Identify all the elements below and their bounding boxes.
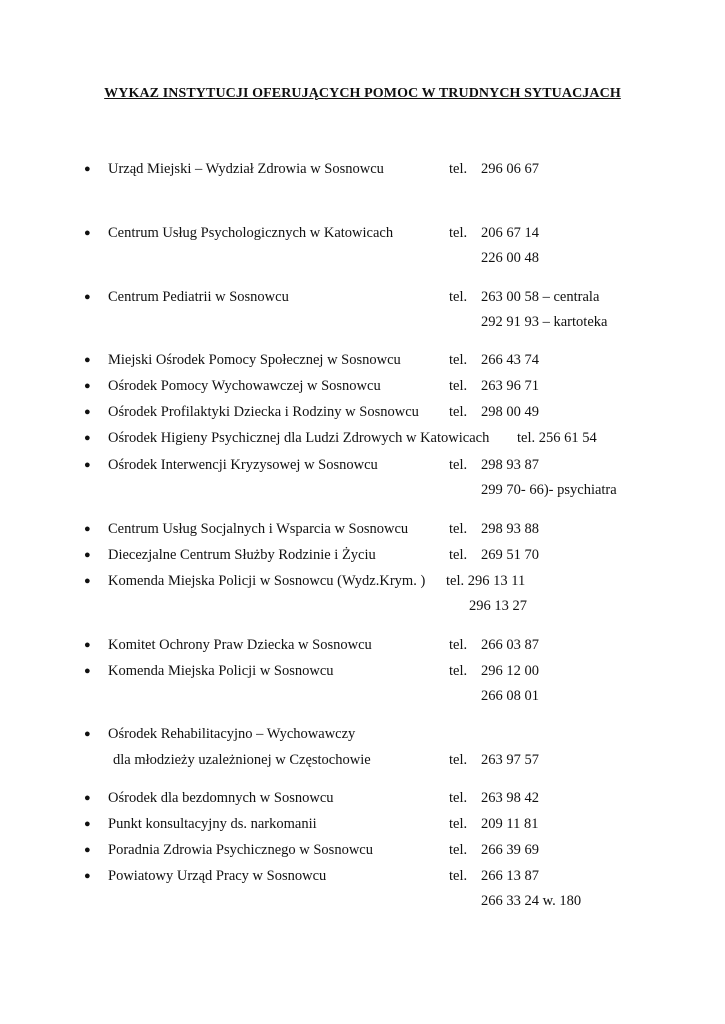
tel-label: tel.	[449, 547, 468, 563]
phone-continuation	[0, 891, 725, 911]
phone-number: 263 96 71	[481, 378, 539, 394]
phone-number: tel. 296 13 11	[446, 573, 526, 589]
bullet-icon: ●	[84, 870, 91, 882]
phone-number: 292 91 93 – kartoteka	[481, 314, 608, 330]
phone-number: 209 11 81	[481, 816, 539, 832]
phone-number: 266 03 87	[481, 637, 539, 653]
tel-label: tel.	[449, 868, 468, 884]
list-item	[0, 428, 725, 448]
phone-number: 296 13 27	[469, 598, 527, 614]
list-item	[0, 455, 725, 475]
list-item	[0, 287, 725, 307]
bullet-icon: ●	[84, 459, 91, 471]
phone-number: 266 08 01	[481, 688, 539, 704]
phone-continuation	[0, 248, 725, 268]
phone-number: tel. 256 61 54	[517, 430, 597, 446]
list-item	[0, 661, 725, 681]
list-item	[0, 571, 725, 591]
phone-continuation	[0, 312, 725, 332]
tel-label: tel.	[449, 161, 468, 177]
institution-name: Centrum Usług Socjalnych i Wsparcia w Sosnowcu	[108, 521, 409, 537]
tel-label: tel.	[449, 790, 468, 806]
list-item	[0, 545, 725, 565]
institution-name: Komenda Miejska Policji w Sosnowcu (Wydz.Krym. )	[108, 573, 426, 589]
phone-number: 266 33 24 w. 180	[481, 893, 582, 909]
phone-number: 269 51 70	[481, 547, 539, 563]
bullet-icon: ●	[84, 291, 91, 303]
list-item	[0, 724, 725, 744]
tel-label: tel.	[449, 289, 468, 305]
institution-name: Centrum Usług Psychologicznych w Katowicach	[108, 225, 394, 241]
institution-name: Komitet Ochrony Praw Dziecka w Sosnowcu	[108, 637, 372, 653]
phone-number: 296 06 67	[481, 161, 539, 177]
phone-number: 296 12 00	[481, 663, 539, 679]
bullet-icon: ●	[84, 227, 91, 239]
list-item-continuation	[0, 750, 725, 770]
institution-name: Ośrodek Interwencji Kryzysowej w Sosnowcu	[108, 457, 378, 473]
phone-continuation	[0, 686, 725, 706]
bullet-icon: ●	[84, 549, 91, 561]
list-item	[0, 402, 725, 422]
phone-number: 226 00 48	[481, 250, 539, 266]
phone-number: 266 39 69	[481, 842, 539, 858]
institution-name: Miejski Ośrodek Pomocy Społecznej w Sosnowcu	[108, 352, 401, 368]
institution-name: Ośrodek dla bezdomnych w Sosnowcu	[108, 790, 334, 806]
bullet-icon: ●	[84, 432, 91, 444]
list-item	[0, 866, 725, 886]
institution-name: Komenda Miejska Policji w Sosnowcu	[108, 663, 334, 679]
institution-name: Ośrodek Higieny Psychicznej dla Ludzi Zdrowych w Katowicach	[108, 430, 490, 446]
list-item	[0, 159, 725, 179]
tel-label: tel.	[449, 521, 468, 537]
list-item	[0, 635, 725, 655]
list-item	[0, 350, 725, 370]
document-title: WYKAZ INSTYTUCJI OFERUJĄCYCH POMOC W TRUDNYCH SYTUACJACH	[104, 86, 621, 101]
institution-name-line2: dla młodzieży uzależnionej w Częstochowie	[113, 752, 371, 768]
bullet-icon: ●	[84, 523, 91, 535]
bullet-icon: ●	[84, 665, 91, 677]
tel-label: tel.	[449, 752, 468, 768]
list-item	[0, 788, 725, 808]
tel-label: tel.	[449, 816, 468, 832]
list-item	[0, 814, 725, 834]
phone-number: 298 93 87	[481, 457, 539, 473]
phone-number: 298 93 88	[481, 521, 539, 537]
tel-label: tel.	[449, 225, 468, 241]
phone-number: 266 43 74	[481, 352, 539, 368]
phone-continuation	[0, 596, 725, 616]
phone-number: 266 13 87	[481, 868, 539, 884]
institution-name: Powiatowy Urząd Pracy w Sosnowcu	[108, 868, 327, 884]
institution-name: Urząd Miejski – Wydział Zdrowia w Sosnowcu	[108, 161, 384, 177]
list-item	[0, 223, 725, 243]
tel-label: tel.	[449, 637, 468, 653]
phone-number: 298 00 49	[481, 404, 539, 420]
institution-name: Diecezjalne Centrum Służby Rodzinie i Życiu	[108, 547, 376, 563]
institution-name: Punkt konsultacyjny ds. narkomanii	[108, 816, 317, 832]
institution-name: Ośrodek Rehabilitacyjno – Wychowawczy	[108, 726, 356, 742]
bullet-icon: ●	[84, 354, 91, 366]
bullet-icon: ●	[84, 844, 91, 856]
list-item	[0, 840, 725, 860]
institution-name: Ośrodek Profilaktyki Dziecka i Rodziny w Sosnowcu	[108, 404, 419, 420]
tel-label: tel.	[449, 457, 468, 473]
list-item	[0, 376, 725, 396]
bullet-icon: ●	[84, 575, 91, 587]
phone-number: 299 70- 66)- psychiatra	[481, 482, 617, 498]
bullet-icon: ●	[84, 380, 91, 392]
institution-name: Ośrodek Pomocy Wychowawczej w Sosnowcu	[108, 378, 381, 394]
phone-number: 263 00 58 – centrala	[481, 289, 600, 305]
tel-label: tel.	[449, 352, 468, 368]
phone-number: 206 67 14	[481, 225, 539, 241]
institution-name: Centrum Pediatrii w Sosnowcu	[108, 289, 289, 305]
institution-name: Poradnia Zdrowia Psychicznego w Sosnowcu	[108, 842, 373, 858]
bullet-icon: ●	[84, 792, 91, 804]
list-item	[0, 519, 725, 539]
bullet-icon: ●	[84, 163, 91, 175]
bullet-icon: ●	[84, 406, 91, 418]
tel-label: tel.	[449, 404, 468, 420]
phone-continuation	[0, 480, 725, 500]
tel-label: tel.	[449, 842, 468, 858]
bullet-icon: ●	[84, 818, 91, 830]
phone-number: 263 97 57	[481, 752, 539, 768]
tel-label: tel.	[449, 663, 468, 679]
tel-label: tel.	[449, 378, 468, 394]
phone-number: 263 98 42	[481, 790, 539, 806]
bullet-icon: ●	[84, 728, 91, 740]
bullet-icon: ●	[84, 639, 91, 651]
